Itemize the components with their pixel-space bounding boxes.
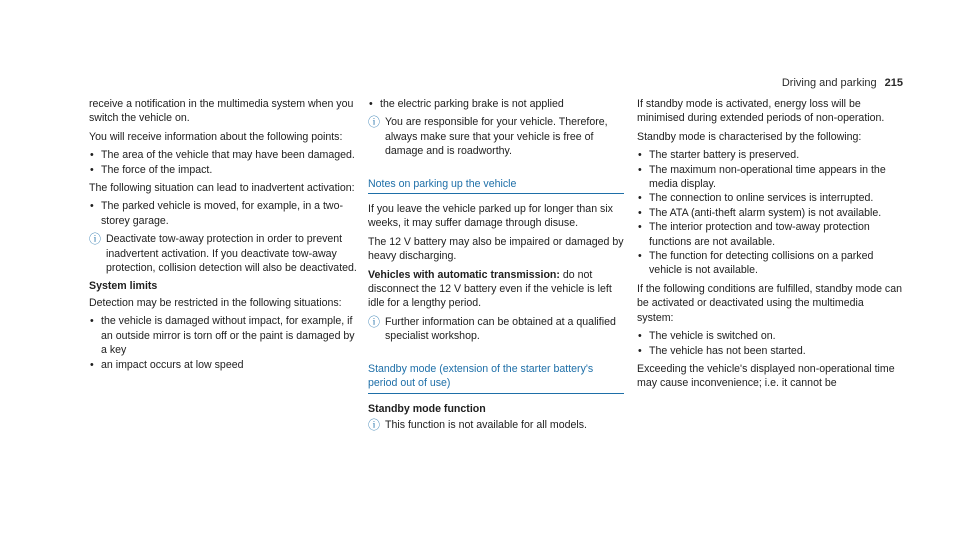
heading-system-limits: System limits (89, 280, 158, 293)
paragraph: The 12 V battery may also be impaired or damaged by heavy discharging. (368, 235, 624, 263)
list-item: • The ATA (anti-theft alarm system) is not available. (637, 206, 903, 220)
list-item: • an impact occurs at low speed (89, 358, 357, 372)
paragraph: If you leave the vehicle parked up for longer than six weeks, it may suffer damage through disuse. (368, 203, 613, 230)
paragraph: Standby mode is characterised by the following: (637, 130, 862, 143)
bullet-list (637, 329, 903, 358)
list-item: • The vehicle has not been started. (637, 344, 903, 358)
page-header (782, 76, 903, 90)
list-item: • The parked vehicle is moved, for example, in a two-storey garage. (89, 199, 357, 228)
bullet-list (89, 314, 357, 372)
bullet-list (637, 148, 903, 278)
info-note (368, 418, 624, 432)
list-item: • The maximum non-operational time appears in the media display. (637, 163, 903, 192)
section-heading-standby-mode: Standby mode (extension of the starter battery's period out of use) (368, 362, 624, 394)
bullet-list (368, 97, 624, 111)
list-item: • the electric parking brake is not applied (368, 97, 624, 111)
list-item: • The interior protection and tow-away protection functions are not available. (637, 220, 903, 249)
column-3 (637, 97, 903, 395)
info-text: You are responsible for your vehicle. Therefore, always make sure that your vehicle is free of damage and is roadworthy. (385, 116, 608, 158)
paragraph: Detection may be restricted in the following situations: (89, 296, 342, 309)
list-item: • The vehicle is switched on. (637, 329, 903, 343)
info-text: Deactivate tow-away protection in order to prevent inadvertent activation. If you deactivate tow-away protection, collision detection will also be deactivated. (106, 233, 357, 275)
section-title: Driving and parking (781, 77, 877, 89)
list-item: • The starter battery is preserved. (637, 148, 903, 162)
info-text: This function is not available for all models. (385, 418, 587, 431)
info-note (368, 115, 624, 158)
list-item: • the vehicle is damaged without impact, for example, if an outside mirror is torn off or the paint is damaged by a key (89, 314, 357, 357)
bullet-list (89, 199, 357, 228)
list-item: • The function for detecting collisions on a parked vehicle is not available. (637, 249, 903, 278)
info-icon: ⓘ (368, 417, 381, 432)
lead-text: Vehicles with automatic transmission: (368, 268, 560, 281)
column-2 (368, 97, 624, 436)
paragraph: You will receive information about the following points: (89, 130, 343, 143)
section-heading-parking-up: Notes on parking up the vehicle (368, 177, 624, 194)
paragraph: If standby mode is activated, energy loss will be minimised during extended periods of non-operation. (637, 98, 885, 125)
info-note (89, 232, 357, 275)
info-icon: ⓘ (89, 232, 102, 247)
paragraph: Exceeding the vehicle's displayed non-operational time may cause inconvenience; i.e. it cannot be (637, 362, 895, 390)
list-item: • The force of the impact. (89, 163, 357, 177)
paragraph-text: do not disconnect the 12 V battery even if the vehicle is left idle for a lengthy period. (368, 268, 612, 310)
paragraph: If the following conditions are fulfilled, standby mode can be activated or deactivated using the multimedia system: (637, 282, 902, 324)
info-icon: ⓘ (368, 314, 381, 329)
paragraph: The following situation can lead to inadvertent activation: (89, 182, 355, 195)
info-icon: ⓘ (368, 115, 381, 130)
heading-standby-function: Standby mode function (368, 402, 486, 415)
info-note (368, 315, 624, 344)
bullet-list (89, 148, 357, 177)
info-text: Further information can be obtained at a qualified specialist workshop. (385, 315, 616, 343)
paragraph (368, 268, 624, 311)
page-number: 215 (884, 77, 903, 89)
column-1 (89, 97, 357, 376)
list-item: • The area of the vehicle that may have been damaged. (89, 148, 357, 162)
paragraph: receive a notification in the multimedia system when you switch the vehicle on. (89, 98, 354, 125)
list-item: • The connection to online services is interrupted. (637, 191, 903, 205)
